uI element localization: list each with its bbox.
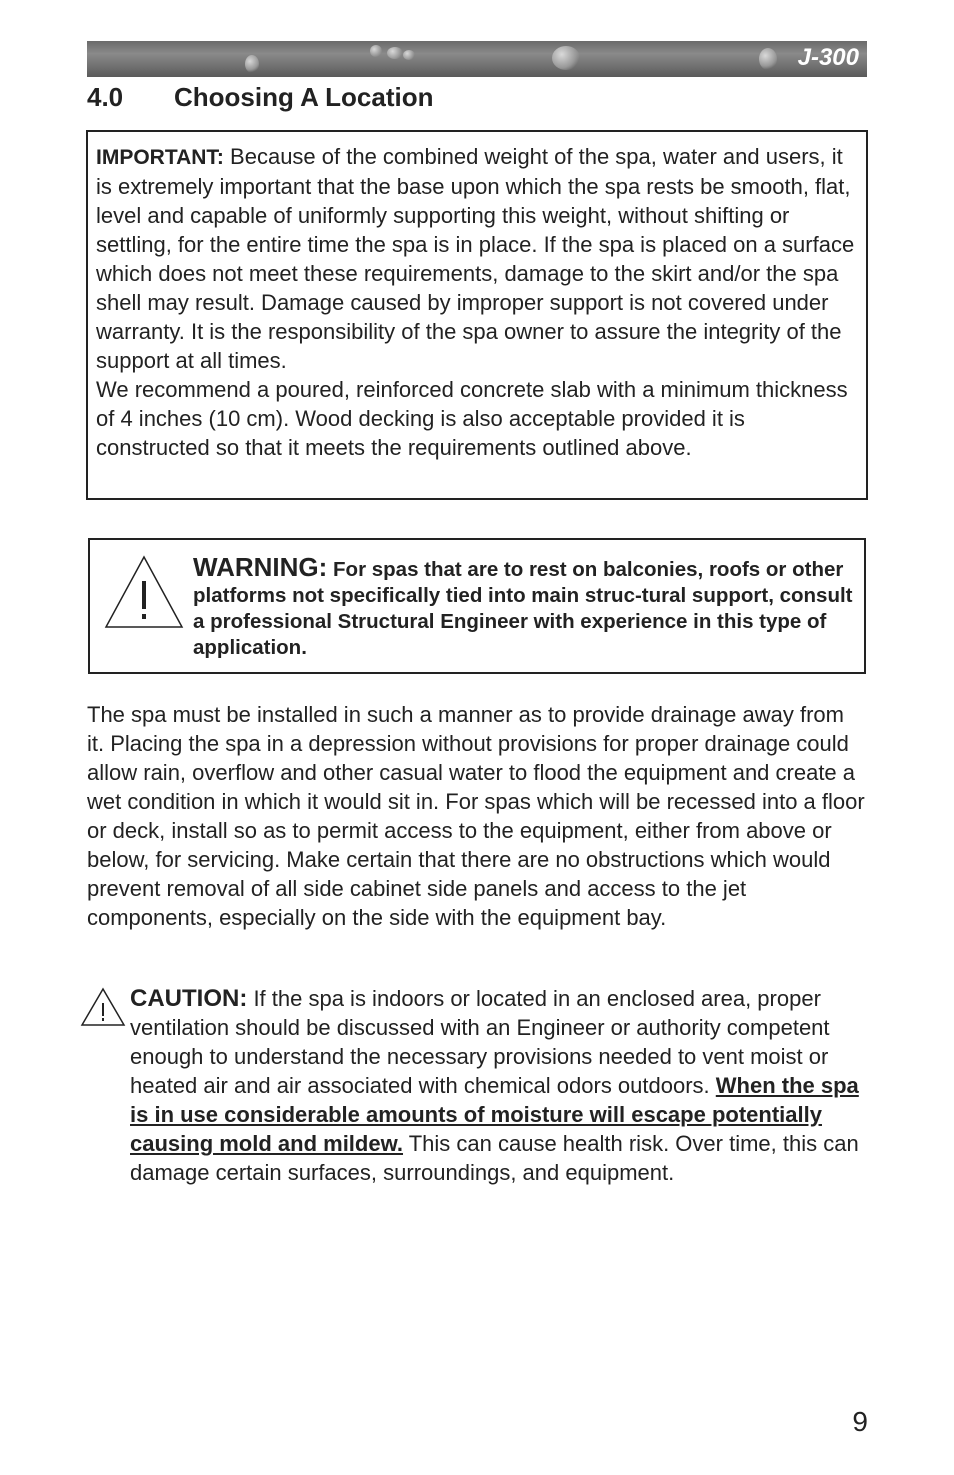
warning-text [193,554,853,661]
caution-text-start: If the spa is indoors or located in an enclosed area, proper ventilation should be discussed with an Engineer or authority competent enough to understand the necessary provisions needed to vent moist or heated air and air associated with chemical odors outdoors. [130,986,830,1098]
model-label: J-300 [797,44,859,71]
important-text: Because of the combined weight of the spa, water and users, it is extremely important that the base upon which the spa rests be smooth, flat, level and capable of uniformly supporting this weight, without shifting or settling, for the entire time the spa is in place. If the spa is placed on a surface which does not meet these requirements, damage to the skirt and/or the spa shell may result. Damage caused by improper support is not covered under warranty. It is the responsibility of the spa owner to assure the integrity of the support at all times. [96,144,855,373]
bubble-decoration [245,55,259,73]
bubble-decoration [370,45,382,57]
section-heading [87,82,434,113]
bubble-decoration [552,46,580,70]
caution-triangle-icon [80,987,126,1027]
recommendation-paragraph: We recommend a poured, reinforced concrete slab with a minimum thickness of 4 inches (10 cm). Wood decking is also acceptable provided it is constructed so that it meets the requirements outlined above. [96,377,848,460]
warning-triangle-icon [104,555,184,629]
important-paragraph [96,142,858,375]
warning-label: WARNING: [193,552,328,582]
caution-text-end: This can cause health risk. Over time, this can damage certain surfaces, surroundings, and equipment. [130,1131,859,1185]
warning-message: For spas that are to rest on balconies, roofs or other platforms not specifically tied into main struc-tural support, consult a professional Structural Engineer with experience in this type of application. [193,558,853,659]
caution-emphasis: When the spa is in use considerable amounts of moisture will escape potentially causing mold and mildew. [130,1073,859,1156]
important-notice-box [86,130,868,500]
important-label: IMPORTANT: [96,146,224,169]
bubble-decoration [387,47,403,59]
drainage-paragraph: The spa must be installed in such a manner as to provide drainage away from it. Placing the spa in a depression without provisions for proper drainage could allow rain, overflow and other casual water to flood the equipment and create a wet condition in which it would sit in. For spas which will be recessed into a floor or deck, install so as to permit access to the equipment, either from above or below, for servicing. Make certain that there are no obstructions which would prevent removal of all side cabinet side panels and access to the jet components, especially on the side with the equipment bay. [87,702,865,930]
warning-box [88,538,866,674]
bubble-decoration [759,48,777,70]
header-banner [87,41,867,77]
bubble-decoration [403,50,415,60]
caution-paragraph [130,984,870,1187]
section-number: 4.0 [87,82,124,112]
section-title: Choosing A Location [174,82,434,112]
page-number: 9 [852,1406,868,1437]
caution-label: CAUTION: [130,985,248,1012]
